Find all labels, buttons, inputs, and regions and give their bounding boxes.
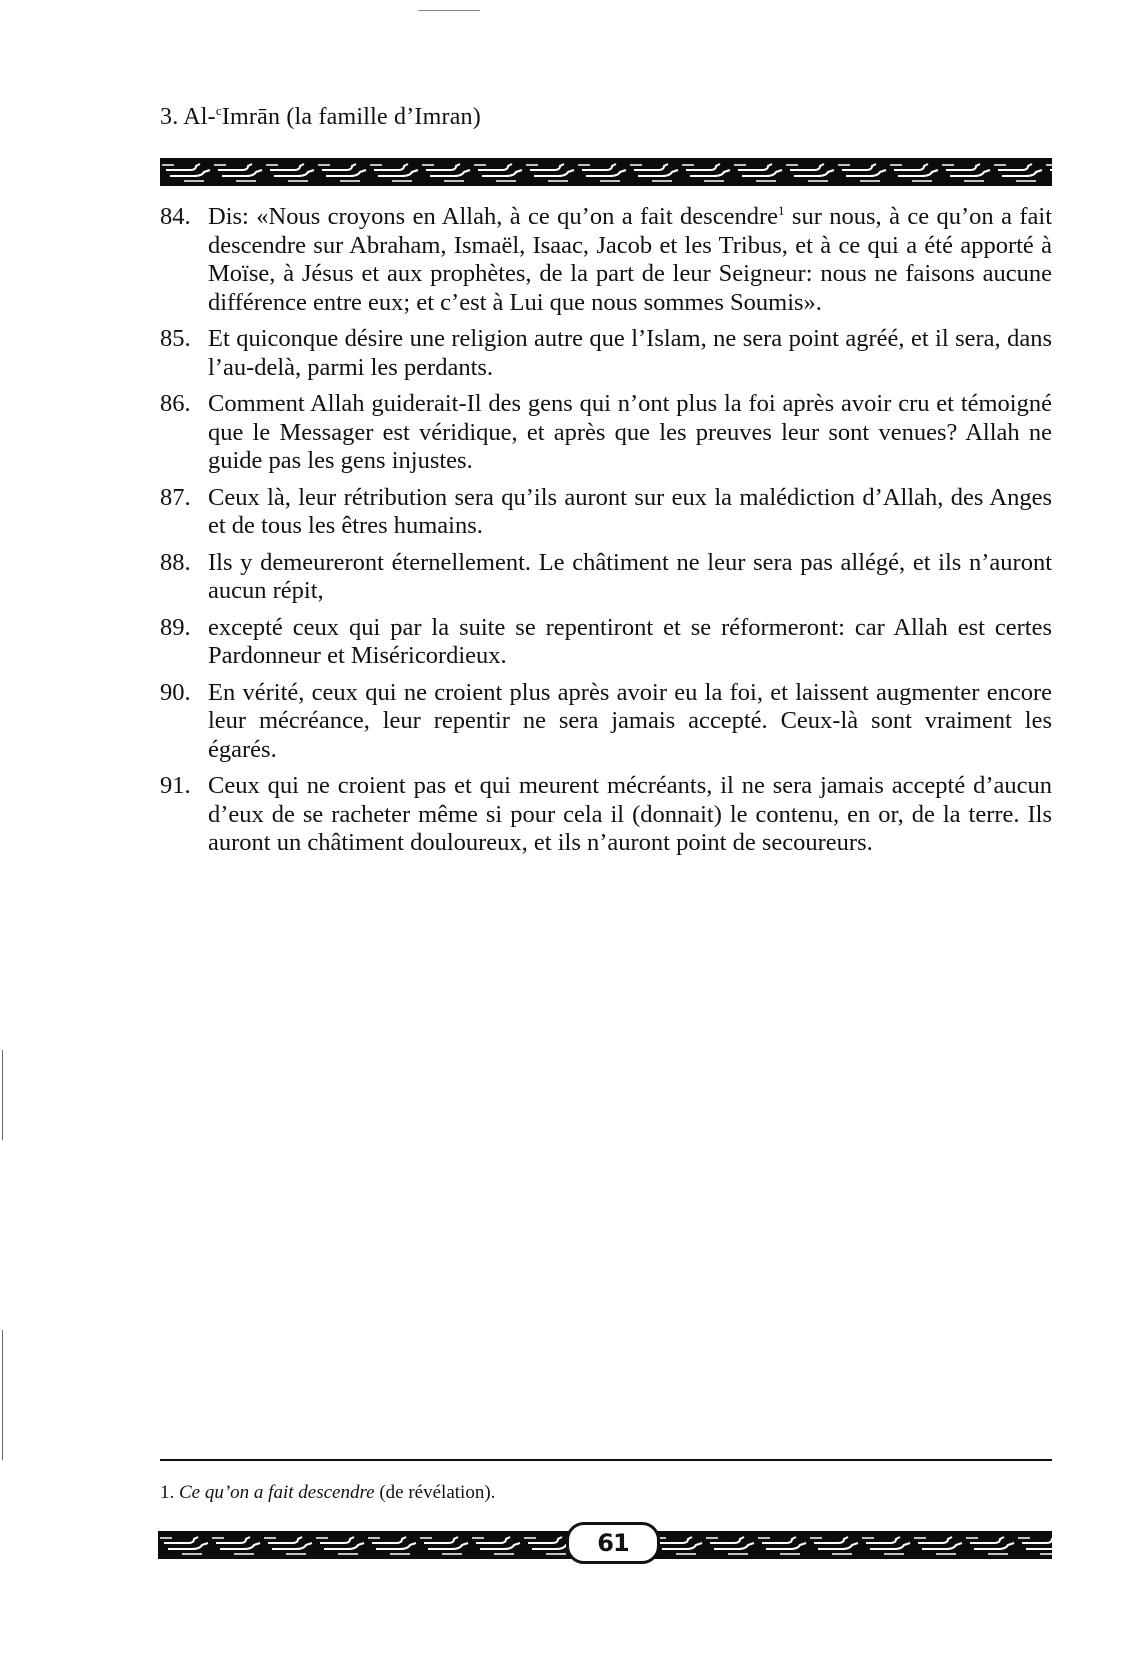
verse-number: 90. bbox=[160, 678, 191, 706]
verse-text-part: sur nous, à ce qu’on a fait descendre sur Abraham, Ismaël, Isaac, Jacob et les Tribus, et à ce qui a été apporté à Moïse, à Jésus et aux prophètes, de la part de leur Seigneur: nous ne faisons aucune différence entre eux; et c’est à Lui que nous sommes Soumis». bbox=[208, 203, 1053, 316]
verse-text: Et quiconque désire une religion autre que l’Islam, ne sera point agréé, et il sera, dans l’au-delà, parmi les perdants. bbox=[208, 325, 1052, 381]
running-head-prefix: 3. Al- bbox=[160, 104, 216, 130]
footnote-number: 1. bbox=[160, 1482, 175, 1503]
verse-90 bbox=[160, 679, 1052, 765]
verse-89 bbox=[160, 614, 1052, 671]
chain-pattern-icon bbox=[158, 1531, 573, 1559]
page-number: 61 bbox=[566, 1522, 660, 1564]
verse-text bbox=[208, 203, 1052, 316]
scan-margin-mark bbox=[2, 1050, 3, 1140]
verse-number: 89. bbox=[160, 613, 191, 641]
verse-85 bbox=[160, 325, 1052, 382]
verse-number: 91. bbox=[160, 772, 191, 799]
scan-margin-mark bbox=[2, 1330, 3, 1460]
chain-ornament-top bbox=[160, 158, 1052, 186]
footnote-text: (de révélation). bbox=[374, 1482, 496, 1503]
verse-text: Comment Allah guiderait-Il des gens qui n’ont plus la foi après avoir cru et témoigné que le Messager est véridique, et après que les preuves leur sont venues? Allah ne guide pas les gens injustes. bbox=[208, 390, 1052, 474]
running-head-title: Imrān (la famille d’Imran) bbox=[221, 104, 481, 130]
verse-91 bbox=[160, 772, 1052, 858]
chain-ornament-bottom-right bbox=[652, 1531, 1052, 1559]
verse-text: Ceux là, leur rétribution sera qu’ils auront sur eux la malédiction d’Allah, des Anges et de tous les êtres humains. bbox=[208, 483, 1052, 539]
top-edge-rule bbox=[418, 10, 480, 11]
verse-87 bbox=[160, 484, 1052, 541]
verse-text-part: Dis: «Nous croyons en Allah, à ce qu’on a fait descendre bbox=[208, 203, 779, 230]
verse-86 bbox=[160, 390, 1052, 476]
verse-number: 88. bbox=[160, 548, 191, 576]
footnote-reference[interactable]: 1 bbox=[778, 202, 785, 218]
verse-text: Ils y demeureront éternellement. Le châtiment ne leur sera pas allégé, et ils n’auront aucun répit, bbox=[208, 548, 1052, 604]
verse-number: 85. bbox=[160, 325, 191, 352]
footnote-divider bbox=[160, 1459, 1052, 1461]
verse-number: 84. bbox=[160, 203, 191, 230]
verse-text: excepté ceux qui par la suite se repentiront et se réformeront: car Allah est certes Pardonneur et Miséricordieux. bbox=[208, 613, 1052, 669]
verse-text: En vérité, ceux qui ne croient plus après avoir eu la foi, et laissent augmenter encore leur mécréance, leur repentir ne sera jamais accepté. Ceux-là sont vraiment les égarés. bbox=[208, 678, 1052, 763]
verse-88 bbox=[160, 549, 1052, 606]
footnote-italic-text: Ce qu’on a fait descendre bbox=[179, 1482, 375, 1503]
running-head bbox=[160, 104, 481, 131]
verse-text: Ceux qui ne croient pas et qui meurent mécréants, il ne sera jamais accepté d’aucun d’eux de se racheter même si pour cela il (donnait) le contenu, en or, de la terre. Ils auront un châtiment douloureux, et ils n’auront point de secoureurs. bbox=[208, 772, 1052, 856]
chain-pattern-icon bbox=[160, 158, 1052, 186]
verse-number: 87. bbox=[160, 483, 191, 511]
chain-ornament-bottom-left bbox=[158, 1531, 573, 1559]
running-head-superscript: c bbox=[215, 103, 222, 118]
verse-number: 86. bbox=[160, 390, 191, 417]
footnote bbox=[160, 1482, 495, 1504]
chain-pattern-icon bbox=[652, 1531, 1052, 1559]
verse-84 bbox=[160, 203, 1052, 317]
verse-list bbox=[160, 203, 1052, 866]
